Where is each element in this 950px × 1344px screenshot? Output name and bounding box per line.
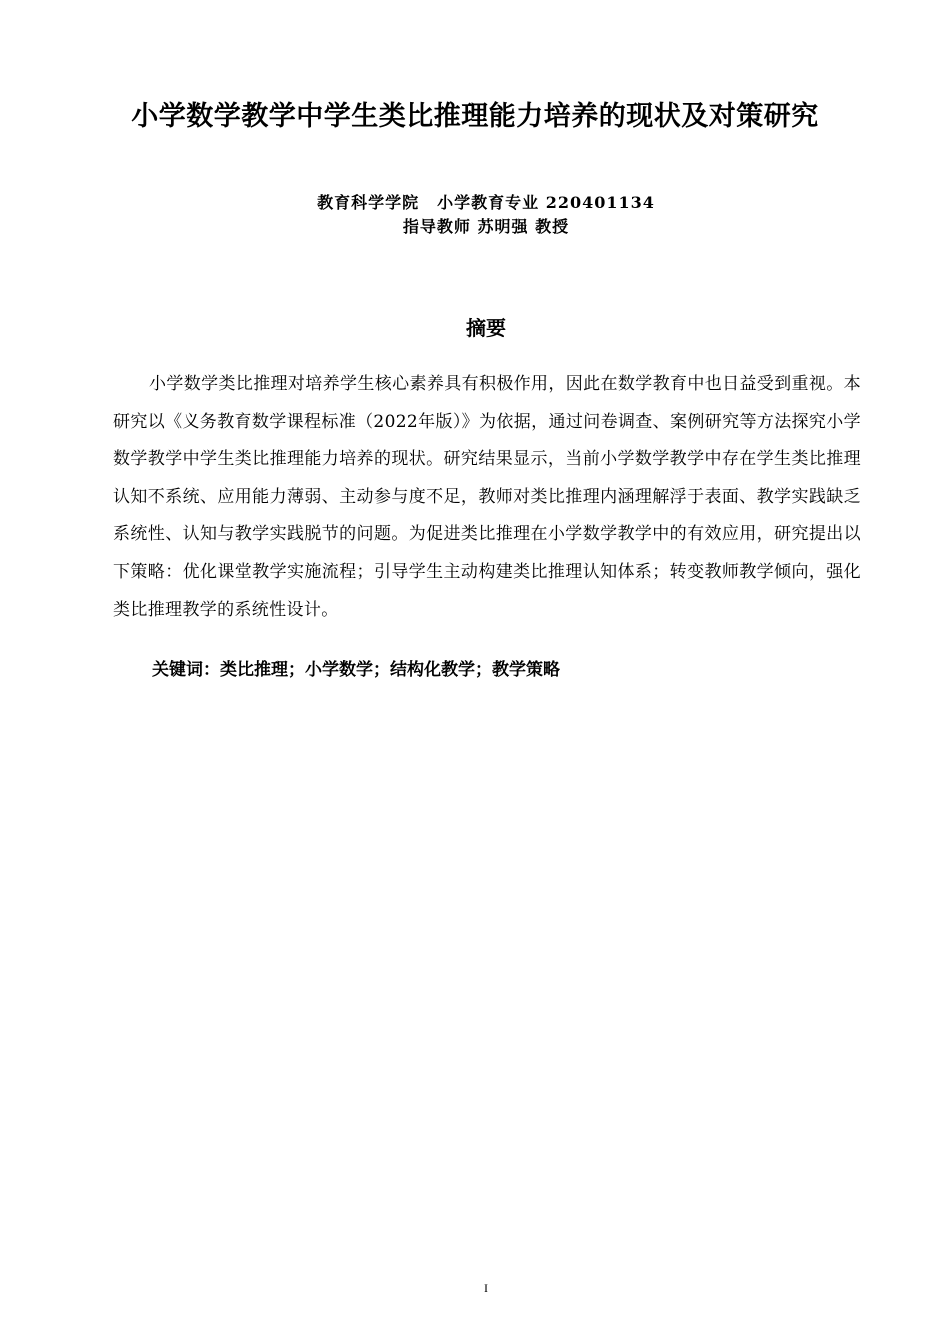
page-number: I — [484, 1281, 488, 1295]
abstract-body: 小学数学类比推理对培养学生核心素养具有积极作用，因此在数学教育中也日益受到重视。本研究以《义务教育数学课程标准（2022年版）》为依据，通过问卷调查、案例研究等方法探究小学数学教学中学生类比推理能力培养的现状。研究结果显示，当前小学数学教学中存在学生类比推理认知不系统、应用能力薄弱、主动参与度不足，教师对类比推理内涵理解浮于表面、教学实践缺乏系统性、认知与教学实践脱节的问题。为促进类比推理在小学数学教学中的有效应用，研究提出以下策略：优化课堂教学实施流程；引导学生主动构建类比推理认知体系；转变教师教学倾向，强化类比推理教学的系统性设计。 — [113, 374, 861, 620]
keywords: 关键词：类比推理；小学数学；结构化教学；教学策略 — [152, 660, 560, 680]
paper-title: 小学数学教学中学生类比推理能力培养的现状及对策研究 — [131, 101, 819, 132]
college-name: 教育科学学院 — [317, 193, 420, 212]
major-name: 小学教育专业 — [437, 193, 540, 212]
author-info — [0, 192, 950, 214]
student-id: 220401134 — [545, 193, 655, 212]
abstract-heading: 摘要 — [466, 316, 506, 340]
advisor-info: 指导教师 苏明强 教授 — [402, 217, 570, 236]
